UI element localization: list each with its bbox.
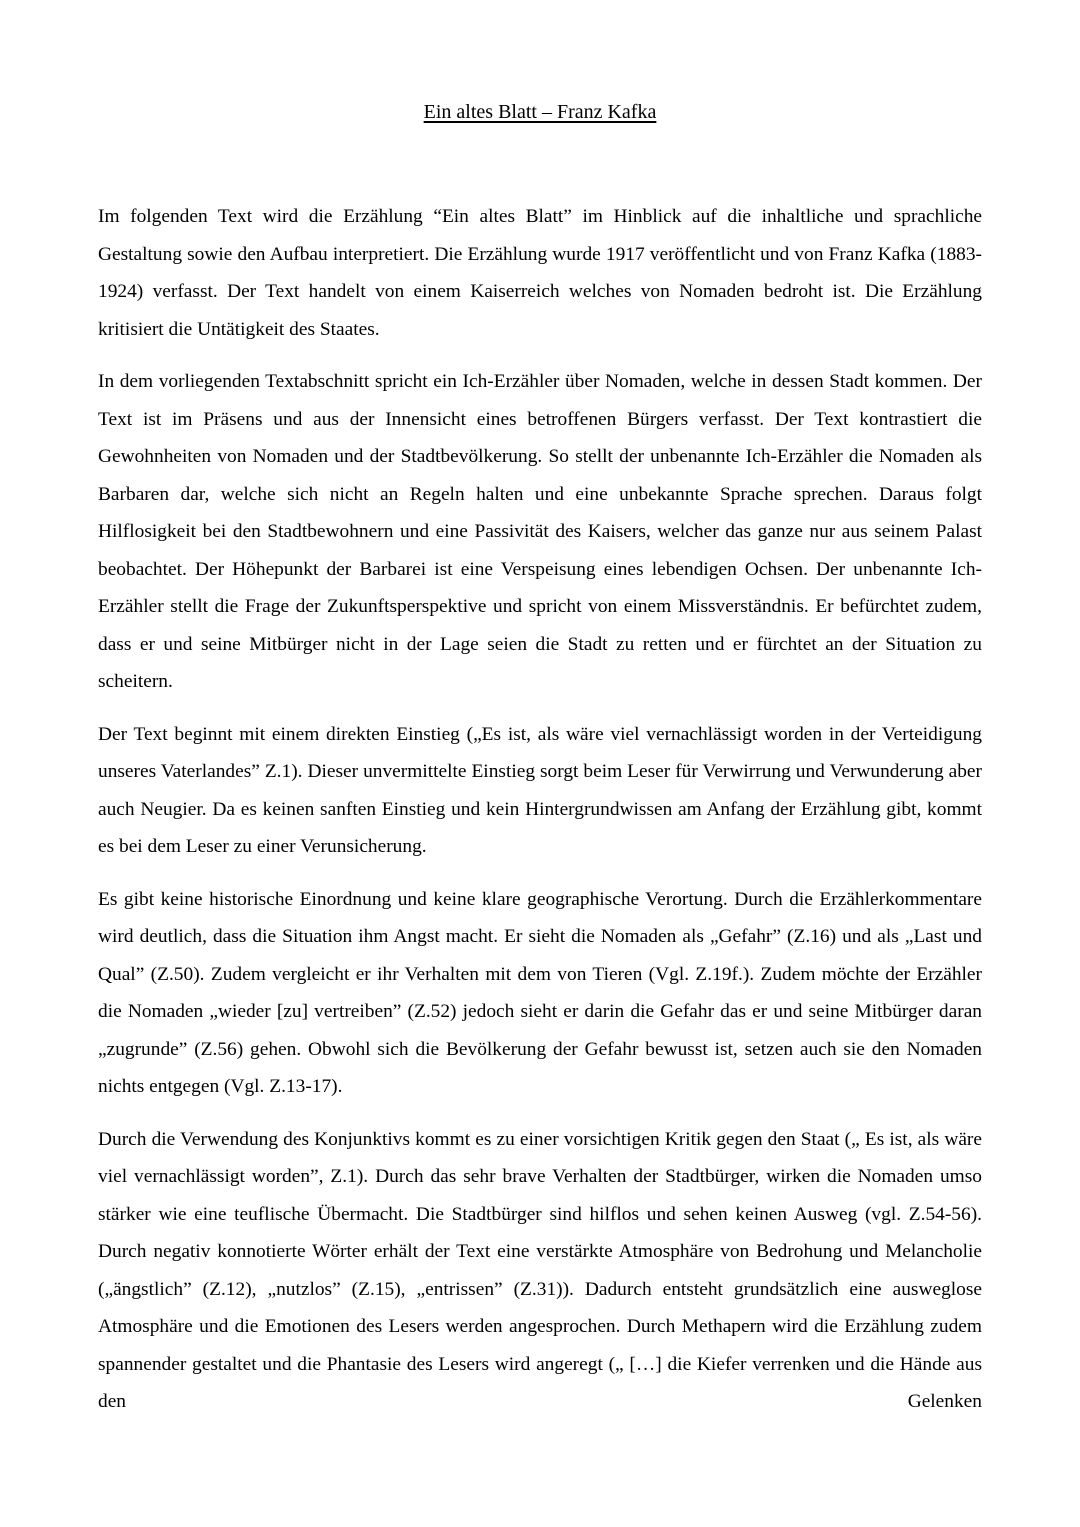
paragraph-narrator-analysis: Es gibt keine historische Einordnung und keine klare geographische Verortung. Durch die Erzählerkommentare wird deutlich, dass die Situation ihm Angst macht. Er sieht die Nomaden als „Gefahr” (Z.16) und als „Last und Qual” (Z.50). Zudem vergleicht er ihr Verhalten mit dem von Tieren (Vgl. Z.19f.). Zudem möchte der Erzähler die Nomaden „wieder [zu] vertreiben” (Z.52) jedoch sieht er darin die Gefahr das er und seine Mitbürger daran „zugrunde” (Z.56) gehen. Obwohl sich die Bevölkerung der Gefahr bewusst ist, setzen auch sie den Nomaden nichts entgegen (Vgl. Z.13-17). (98, 888, 982, 1097)
paragraph-opening-analysis: Der Text beginnt mit einem direkten Einstieg („Es ist, als wäre viel vernachlässigt worden in der Verteidigung unseres Vaterlandes” Z.1). Dieser unvermittelte Einstieg sorgt beim Leser für Verwirrung und Verwunderung aber auch Neugier. Da es keinen sanften Einstieg und kein Hintergrundwissen am Anfang der Erzählung gibt, kommt es bei dem Leser zu einer Verunsicherung. (98, 723, 982, 857)
paragraph-language-analysis: Durch die Verwendung des Konjunktivs kommt es zu einer vorsichtigen Kritik gegen den Staat („ Es ist, als wäre viel vernachlässigt worden”, Z.1). Durch das sehr brave Verhalten der Stadtbürger, wirken die Nomaden umso stärker wie eine teuflische Übermacht. Die Stadtbürger sind hilflos und sehen keinen Ausweg (vgl. Z.54-56). Durch negativ konnotierte Wörter erhält der Text eine verstärkte Atmosphäre von Bedrohung und Melancholie („ängstlich” (Z.12), „nutzlos” (Z.15), „entrissen” (Z.31)). Dadurch entsteht grundsätzlich eine ausweglose Atmosphäre und die Emotionen des Lesers werden angesprochen. Durch Methapern wird die Erzählung zudem spannender gestaltet und die Phantasie des Lesers wird angeregt („ […] die Kiefer verrenken und die Hände aus den Gelenken (98, 1128, 982, 1412)
document-body (98, 198, 982, 1436)
paragraph-introduction: Im folgenden Text wird die Erzählung “Ein altes Blatt” im Hinblick auf die inhaltliche und sprachliche Gestaltung sowie den Aufbau interpretiert. Die Erzählung wurde 1917 veröffentlicht und von Franz Kafka (1883-1924) verfasst. Der Text handelt von einem Kaiserreich welches von Nomaden bedroht ist. Die Erzählung kritisiert die Untätigkeit des Staates. (98, 206, 982, 340)
document-title: Ein altes Blatt – Franz Kafka (423, 101, 657, 123)
paragraph-summary: In dem vorliegenden Textabschnitt spricht ein Ich-Erzähler über Nomaden, welche in dessen Stadt kommen. Der Text ist im Präsens und aus der Innensicht eines betroffenen Bürgers verfasst. Der Text kontrastiert die Gewohnheiten von Nomaden und der Stadtbevölkerung. So stellt der unbenannte Ich-Erzähler die Nomaden als Barbaren dar, welche sich nicht an Regeln halten und eine unbekannte Sprache sprechen. Daraus folgt Hilflosigkeit bei den Stadtbewohnern und eine Passivität des Kaisers, welcher das ganze nur aus seinem Palast beobachtet. Der Höhepunkt der Barbarei ist eine Verspeisung eines lebendigen Ochsen. Der unbenannte Ich-Erzähler stellt die Frage der Zukunftsperspektive und spricht von einem Missverständnis. Er befürchtet zudem, dass er und seine Mitbürger nicht in der Lage seien die Stadt zu retten und er fürchtet an der Situation zu scheitern. (98, 371, 982, 692)
